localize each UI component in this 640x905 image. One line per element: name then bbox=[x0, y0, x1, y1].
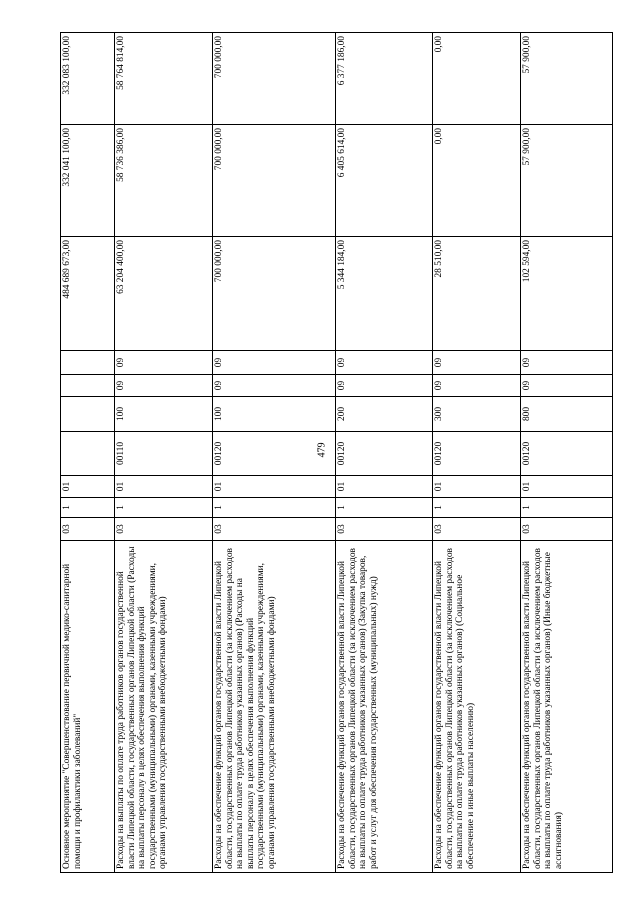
table-row bbox=[115, 33, 213, 873]
code-cell: 09 bbox=[521, 351, 613, 375]
code-cell: 01 bbox=[521, 476, 613, 498]
code-cell: 01 bbox=[61, 476, 115, 498]
code-cell: 1 bbox=[213, 498, 336, 518]
row-description: Расходы на обеспечение функций органов государственной власти Липецкой области, государственных органов Липецкой области (за исключением расходов на выплаты по оплате труда работников указанных органов) (Социальное обеспечение и иные выплаты населению) bbox=[433, 541, 521, 873]
code-cell: 09 bbox=[115, 351, 213, 375]
amount-cell: 102 594,00 bbox=[521, 237, 613, 351]
code-cell: 03 bbox=[115, 518, 213, 541]
code-cell: 03 bbox=[213, 518, 336, 541]
amount-cell: 6 377 186,00 bbox=[336, 33, 433, 125]
row-description: Расходы на обеспечение функций органов государственной власти Липецкой области, государственных органов Липецкой области (за исключением расходов на выплаты по оплате труда работников указанных органов) (Иные бюджетные ассигнования) bbox=[521, 541, 613, 873]
amount-cell: 28 510,00 bbox=[433, 237, 521, 351]
code-cell: 09 bbox=[213, 375, 336, 397]
code-cell: 09 bbox=[433, 375, 521, 397]
code-cell: 09 bbox=[433, 351, 521, 375]
code-cell: 1 bbox=[61, 498, 115, 518]
code-cell: 1 bbox=[521, 498, 613, 518]
code-cell: 03 bbox=[521, 518, 613, 541]
code-cell: 00120 bbox=[213, 432, 336, 476]
code-cell: 100 bbox=[213, 397, 336, 432]
table-row bbox=[336, 33, 433, 873]
table-row bbox=[521, 33, 613, 873]
amount-cell: 332 041 100,00 bbox=[61, 125, 115, 237]
code-cell: 800 bbox=[521, 397, 613, 432]
code-cell: 00110 bbox=[115, 432, 213, 476]
code-cell: 200 bbox=[336, 397, 433, 432]
code-cell bbox=[61, 397, 115, 432]
code-cell: 09 bbox=[336, 375, 433, 397]
amount-cell: 57 900,00 bbox=[521, 125, 613, 237]
amount-cell: 700 000,00 bbox=[213, 125, 336, 237]
amount-cell: 700 000,00 bbox=[213, 33, 336, 125]
table-row bbox=[213, 33, 336, 873]
table-row bbox=[433, 33, 521, 873]
amount-cell: 6 405 614,00 bbox=[336, 125, 433, 237]
code-cell: 01 bbox=[115, 476, 213, 498]
code-cell: 01 bbox=[336, 476, 433, 498]
code-cell: 1 bbox=[115, 498, 213, 518]
amount-cell: 5 344 184,00 bbox=[336, 237, 433, 351]
code-cell: 09 bbox=[213, 351, 336, 375]
code-cell: 01 bbox=[433, 476, 521, 498]
rotated-table-wrapper bbox=[60, 33, 596, 873]
code-cell: 03 bbox=[433, 518, 521, 541]
code-cell bbox=[61, 375, 115, 397]
amount-cell: 700 000,00 bbox=[213, 237, 336, 351]
budget-table bbox=[60, 32, 613, 873]
table-row bbox=[61, 33, 115, 873]
code-cell bbox=[61, 351, 115, 375]
rotated-page-area bbox=[60, 33, 596, 873]
row-description: Основное мероприятие "Совершенствование первичной медико-санитарной помощи и профилактики заболеваний" bbox=[61, 541, 115, 873]
code-cell bbox=[61, 432, 115, 476]
row-description: Расходы на обеспечение функций органов государственной власти Липецкой области, государственных органов Липецкой области (за исключением расходов на выплаты по оплате труда работников указанных органов) (Закупка товаров, работ и услуг для обеспечения государственных (муниципальных) нужд) bbox=[336, 541, 433, 873]
code-cell: 09 bbox=[336, 351, 433, 375]
page-number: 479 bbox=[316, 442, 328, 458]
code-cell: 00120 bbox=[336, 432, 433, 476]
amount-cell: 58 736 386,00 bbox=[115, 125, 213, 237]
row-description: Расходы на обеспечение функций органов государственной власти Липецкой области, государственных органов Липецкой области (за исключением расходов на выплаты по оплате труда работников указанных органов) (Расходы на выплаты персоналу в целях обеспечения выполнения функций государственными (муниципальными) органами, казенными учреждениями, органами управления государственными внебюджетными фондами) bbox=[213, 541, 336, 873]
amount-cell: 63 204 400,00 bbox=[115, 237, 213, 351]
code-cell: 01 bbox=[213, 476, 336, 498]
code-cell: 100 bbox=[115, 397, 213, 432]
code-cell: 03 bbox=[61, 518, 115, 541]
code-cell: 300 bbox=[433, 397, 521, 432]
code-cell: 09 bbox=[115, 375, 213, 397]
code-cell: 00120 bbox=[433, 432, 521, 476]
amount-cell: 0,00 bbox=[433, 33, 521, 125]
code-cell: 1 bbox=[336, 498, 433, 518]
amount-cell: 0,00 bbox=[433, 125, 521, 237]
code-cell: 03 bbox=[336, 518, 433, 541]
amount-cell: 332 083 100,00 bbox=[61, 33, 115, 125]
code-cell: 1 bbox=[433, 498, 521, 518]
amount-cell: 484 689 673,00 bbox=[61, 237, 115, 351]
row-description: Расходы на выплаты по оплате труда работников органов государственной власти Липецкой области, государственных органов Липецкой области (Расходы на выплаты персоналу в целях обеспечения выполнения функций государственными (муниципальными) органами, казенными учреждениями, органами управления государственными внебюджетными фондами) bbox=[115, 541, 213, 873]
amount-cell: 58 764 814,00 bbox=[115, 33, 213, 125]
amount-cell: 57 900,00 bbox=[521, 33, 613, 125]
code-cell: 09 bbox=[521, 375, 613, 397]
code-cell: 00120 bbox=[521, 432, 613, 476]
